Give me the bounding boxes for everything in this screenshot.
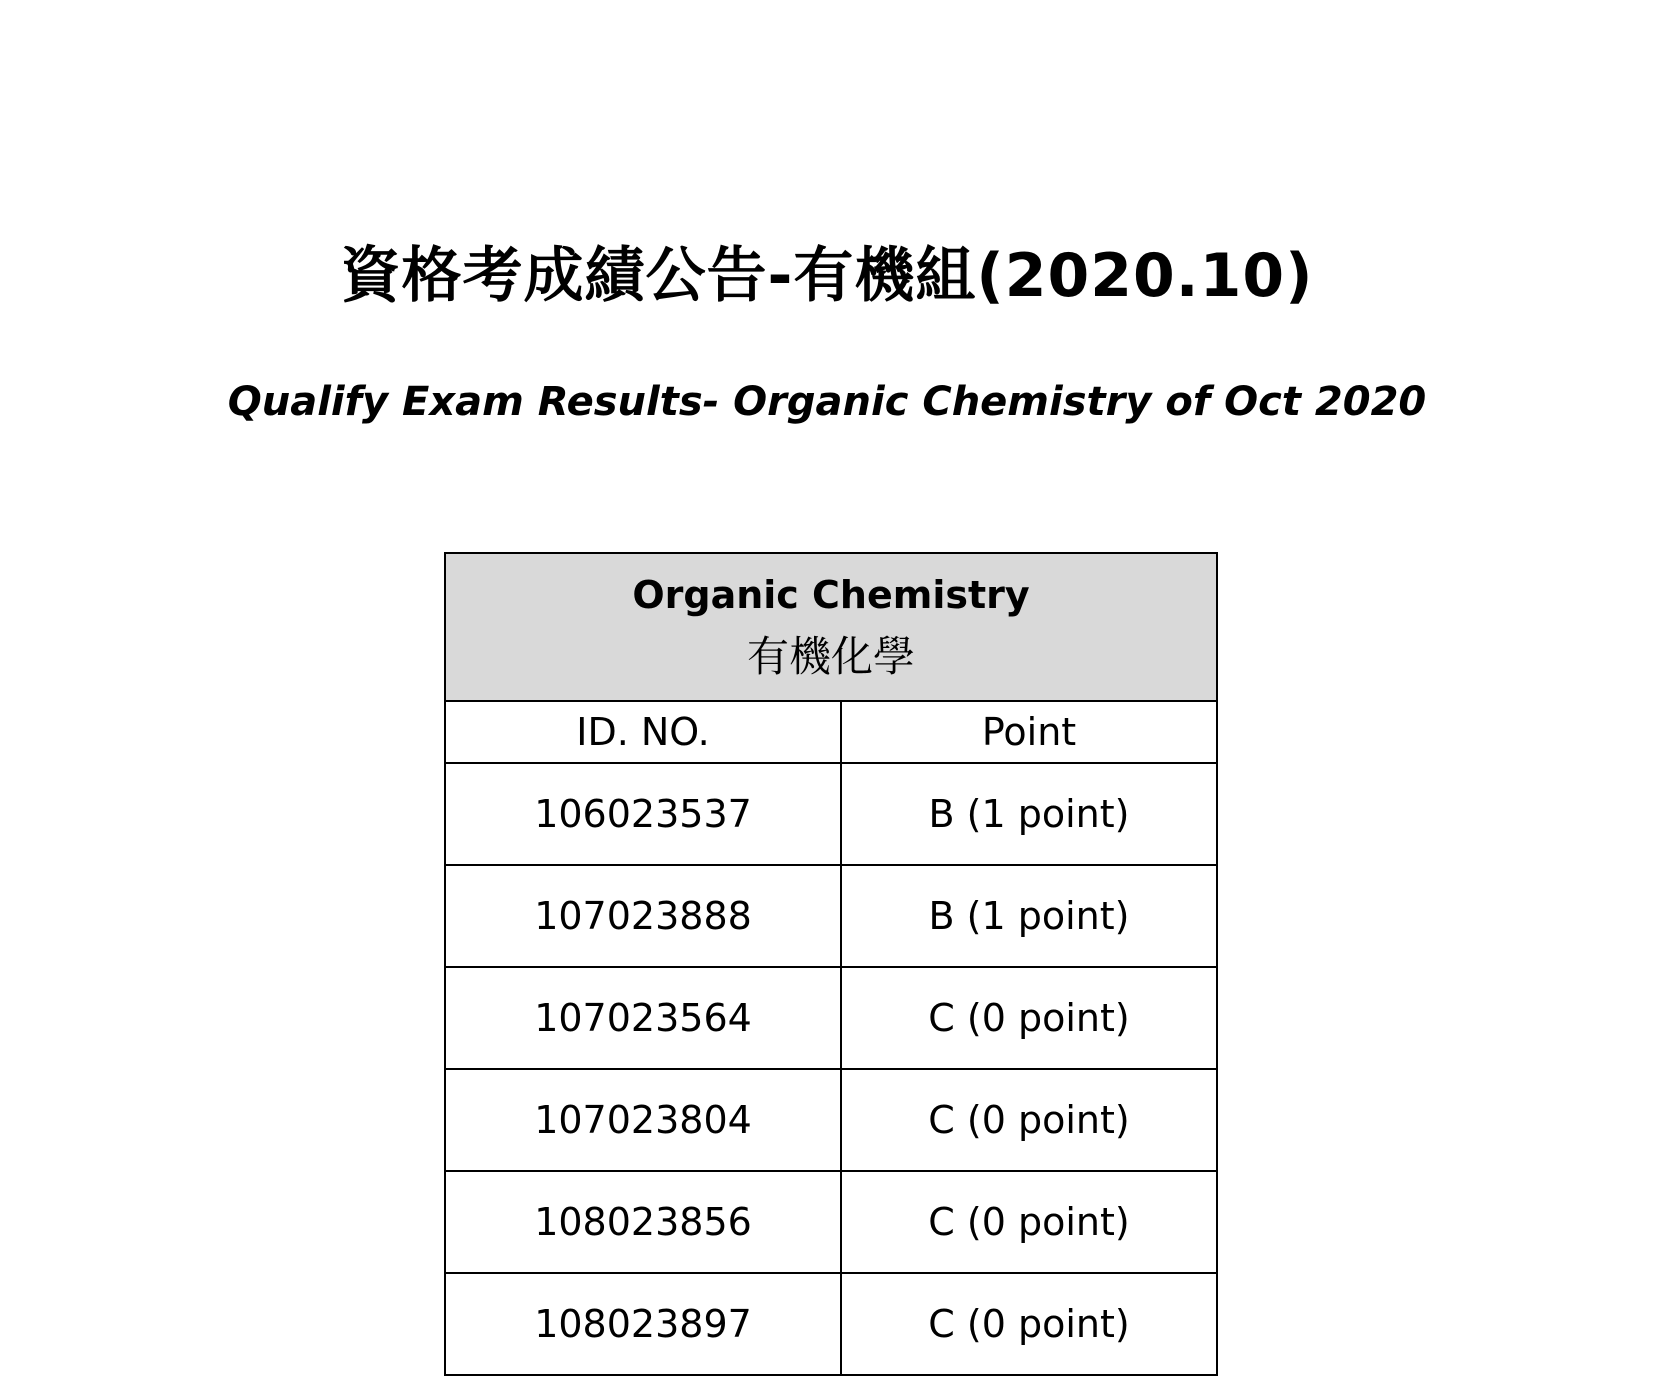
id-cell: 107023564 bbox=[445, 967, 841, 1069]
table-row bbox=[445, 1273, 1217, 1375]
id-cell: 108023897 bbox=[445, 1273, 841, 1375]
table-row bbox=[445, 1069, 1217, 1171]
column-header-id: ID. NO. bbox=[445, 701, 841, 763]
table-row bbox=[445, 967, 1217, 1069]
column-header-point: Point bbox=[841, 701, 1217, 763]
table-row bbox=[445, 1171, 1217, 1273]
page-title-english: Qualify Exam Results- Organic Chemistry of Oct 2020 bbox=[227, 379, 1427, 425]
table-row bbox=[445, 865, 1217, 967]
point-cell: C (0 point) bbox=[841, 1273, 1217, 1375]
point-cell: C (0 point) bbox=[841, 1069, 1217, 1171]
id-cell: 106023537 bbox=[445, 763, 841, 865]
column-header-row bbox=[445, 701, 1217, 763]
subject-name-english: Organic Chemistry bbox=[632, 573, 1030, 617]
point-cell: B (1 point) bbox=[841, 865, 1217, 967]
subject-name-chinese: 有機化學 bbox=[747, 632, 916, 681]
id-cell: 107023804 bbox=[445, 1069, 841, 1171]
point-cell: C (0 point) bbox=[841, 967, 1217, 1069]
id-cell: 108023856 bbox=[445, 1171, 841, 1273]
results-table bbox=[444, 552, 1218, 1376]
page-title-chinese: 資格考成績公告-有機組(2020.10) bbox=[340, 241, 1314, 311]
point-cell: C (0 point) bbox=[841, 1171, 1217, 1273]
table-row bbox=[445, 763, 1217, 865]
id-cell: 107023888 bbox=[445, 865, 841, 967]
subject-header-cell bbox=[445, 553, 1217, 701]
subject-header-row bbox=[445, 553, 1217, 701]
point-cell: B (1 point) bbox=[841, 763, 1217, 865]
